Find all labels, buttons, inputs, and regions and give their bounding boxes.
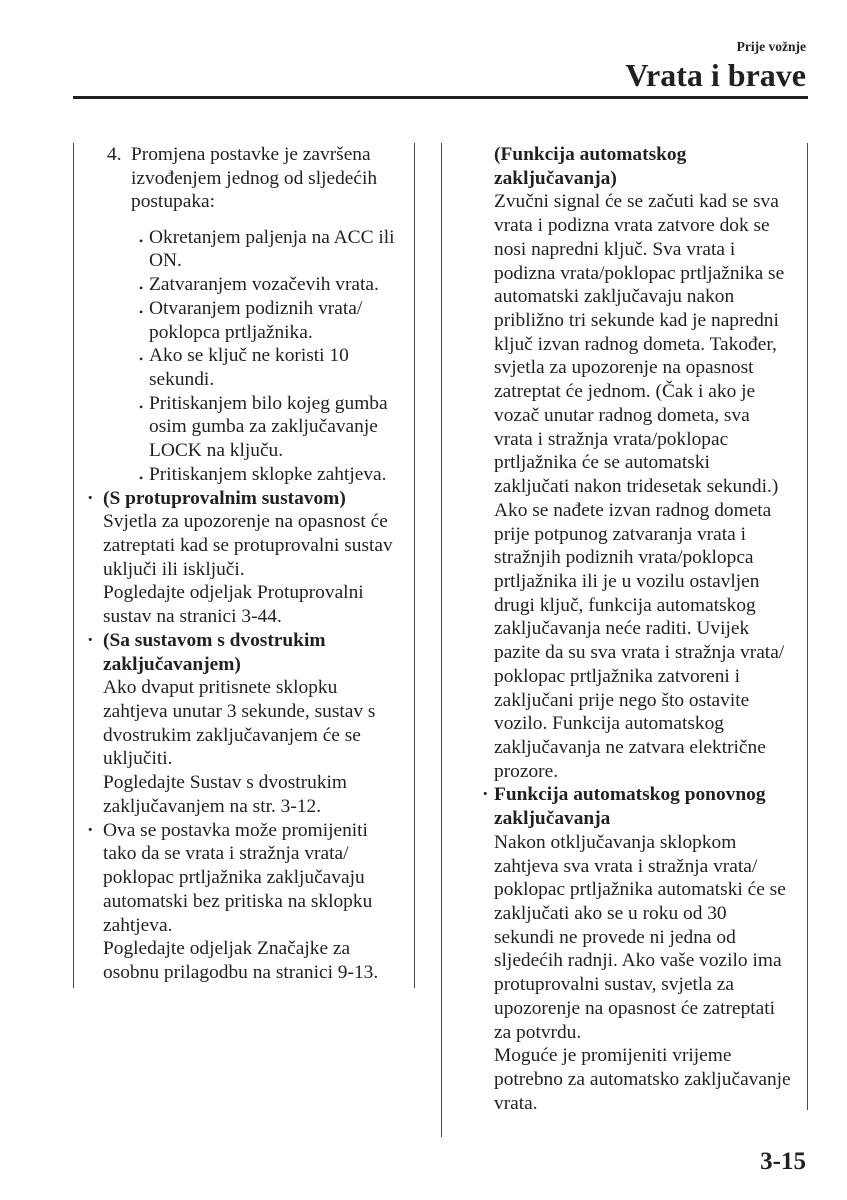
body-text-line: zahtjeva unutar 3 sekunde, sustav s [103, 701, 376, 723]
body-text-line: podizna vrata/poklopac prtljažnika se [494, 262, 785, 284]
note-heading-line: zaključavanja [494, 808, 611, 830]
note-anti-theft-system [73, 487, 414, 629]
body-text-line: pazite da su sva vrata i stražnja vrata/ [494, 642, 785, 664]
body-text-line: vrata i podizna vrata zatvore dok se [494, 215, 770, 237]
option-text-line: Pritiskanjem sklopke zahtjeva. [149, 463, 387, 485]
option-text-line: ON. [149, 250, 182, 272]
body-text-line: protuprovalni sustav, svjetla za [494, 974, 734, 996]
left-column [73, 143, 414, 985]
section-heading-line: zaključavanja) [494, 167, 617, 189]
cross-reference-line: Pogledajte odjeljak Protuprovalni [103, 582, 364, 604]
body-text-line: uključi ili isključi. [103, 558, 245, 580]
note-marker: · [87, 819, 94, 841]
body-text-line: prtljažnika ili je u vozilu ostavljen [494, 570, 760, 592]
body-text-line: za potvrdu. [494, 1021, 582, 1043]
note-double-locking-system [73, 629, 414, 819]
body-text-line: tako da se vrata i stražnja vrata/ [103, 843, 349, 865]
body-text-line: uključiti. [103, 748, 173, 770]
body-text-line: zaključavanja neće raditi. Uvijek [494, 618, 750, 640]
auto-lock-function-section [441, 143, 808, 783]
step-number: 4. [107, 144, 122, 165]
body-text-line: svjetla za upozorenje na opasnost [494, 357, 754, 379]
note-setting-change [73, 819, 414, 985]
body-text-line: nosi napredni ključ. Sva vrata i [494, 238, 736, 260]
note-auto-relock-function [441, 783, 808, 1115]
option-text-line: poklopca prtljažnika. [149, 321, 313, 343]
body-text-line: poklopac prtljažnika automatski će se [494, 879, 786, 901]
body-text-line: upozorenje na opasnost će zatreptati [494, 997, 776, 1019]
section-label: Prije vožnje [736, 39, 806, 54]
option-text-line: Otvaranjem podiznih vrata/ [149, 297, 363, 319]
body-text-line: Ako dvaput pritisnete sklopku [103, 677, 338, 699]
body-text-line: ključ izvan radnog dometa. Također, [494, 333, 777, 355]
option-item [73, 297, 414, 344]
option-text-line: Okretanjem paljenja na ACC ili [149, 226, 395, 248]
note-marker: · [87, 629, 94, 651]
note-heading-line: (Sa sustavom s dvostrukim [103, 629, 326, 651]
note-marker: · [482, 784, 489, 806]
body-text-line: Ova se postavka može promijeniti [103, 819, 368, 841]
cross-reference-line: Pogledajte odjeljak Značajke za [103, 938, 351, 960]
body-text-line: zaključavanja ne zatvara električne [494, 736, 766, 758]
cross-reference-line: zaključavanjem na str. 3-12. [103, 795, 322, 817]
bullet-marker: • [139, 352, 144, 367]
option-text-line: Pritiskanjem bilo kojeg gumba [149, 392, 388, 414]
body-text-line: poklopac prtljažnika zatvoreni i [494, 665, 741, 687]
cross-reference-line: sustav na stranici 3-44. [103, 606, 282, 628]
body-text-line: dvostrukim zaključavanjem će se [103, 724, 361, 746]
body-text-line: Moguće je promijeniti vrijeme [494, 1045, 732, 1067]
body-text-line: prtljažnika će se automatski [494, 452, 710, 474]
body-text-line: Zvučni signal će se začuti kad se sva [494, 191, 779, 213]
step-text-line: Promjena postavke je završena [131, 144, 371, 165]
option-item [73, 273, 414, 297]
step-options-list [73, 226, 414, 487]
body-text-line: potrebno za automatsko zaključavanje [494, 1069, 791, 1091]
body-text-line: prozore. [494, 760, 559, 782]
page-title: Vrata i brave [625, 57, 806, 93]
body-text-line: poklopac prtljažnika zaključavaju [103, 867, 365, 889]
body-text-line: približno tri sekunde kad je napredni [494, 310, 779, 332]
option-text-line: Ako se ključ ne koristi 10 [149, 345, 349, 367]
body-text-line: prije potpunog zatvaranja vrata i [494, 523, 746, 545]
cross-reference-line: osobnu prilagodbu na stranici 9-13. [103, 961, 379, 983]
body-text-line: zahtjeva sva vrata i stražnja vrata/ [494, 855, 758, 877]
option-item [73, 463, 414, 487]
body-text-line: sljedećih radnji. Ako vaše vozilo ima [494, 950, 782, 972]
body-text-line: zatreptati kad se protuprovalni sustav [103, 535, 393, 556]
option-item [73, 392, 414, 463]
body-text-line: Nakon otključavanja sklopkom [494, 831, 737, 853]
body-text-line: drugi ključ, funkcija automatskog [494, 594, 756, 616]
bullet-marker: • [139, 281, 144, 296]
column-rule-left-inner [414, 143, 415, 988]
note-heading-line: zaključavanjem) [103, 653, 241, 675]
note-heading-line: (S protuprovalnim sustavom) [103, 487, 346, 509]
step-text-line: izvođenjem jednog od sljedećih [131, 167, 378, 189]
right-column [441, 143, 808, 1115]
bullet-marker: • [139, 399, 144, 414]
body-text-line: automatski zaključavaju nakon [494, 286, 735, 308]
note-marker: · [87, 487, 94, 509]
body-text-line: sekundi ne provede ni jedna od [494, 926, 736, 948]
option-text-line: sekundi. [149, 368, 215, 390]
body-text-line: vozilo. Funkcija automatskog [494, 713, 724, 735]
section-heading-line: (Funkcija automatskog [494, 144, 687, 165]
step-4 [73, 143, 414, 487]
bullet-marker: • [139, 233, 144, 248]
option-text-line: Zatvaranjem vozačevih vrata. [149, 274, 379, 296]
step-text [73, 143, 414, 214]
option-item [73, 226, 414, 273]
body-text-line: stražnjih podiznih vrata/poklopca [494, 547, 754, 569]
body-text-line: Ako se nađete izvan radnog dometa [494, 499, 772, 521]
cross-reference-line: Pogledajte Sustav s dvostrukim [103, 772, 347, 794]
option-text-line: LOCK na ključu. [149, 440, 284, 462]
body-text-line: zahtjeva. [103, 914, 173, 936]
step-text-line: postupaka: [131, 191, 216, 213]
bullet-marker: • [139, 470, 144, 485]
body-text-line: vrata i stražnja vrata/poklopac [494, 428, 729, 450]
body-text-line: Svjetla za upozorenje na opasnost će [103, 511, 388, 533]
body-text-line: automatski bez pritiska na sklopku [103, 890, 373, 912]
body-text-line: vozač unutar radnog dometa, sva [494, 404, 750, 426]
header-rule [73, 96, 808, 99]
page-number: 3-15 [760, 1148, 806, 1175]
body-text-line: zaključani prije nego što ostavite [494, 689, 750, 711]
body-text-line: zaključati ako se u roku od 30 [494, 903, 727, 924]
body-text-line: zaključati nakon tridesetak sekundi.) [494, 476, 779, 498]
option-text-line: osim gumba za zaključavanje [149, 416, 378, 438]
body-text-line: vrata. [494, 1092, 538, 1114]
option-item [73, 344, 414, 391]
note-heading-line: Funkcija automatskog ponovnog [494, 784, 766, 806]
bullet-marker: • [139, 304, 144, 319]
body-text-line: zatreptat će jednom. (Čak i ako je [494, 381, 756, 403]
